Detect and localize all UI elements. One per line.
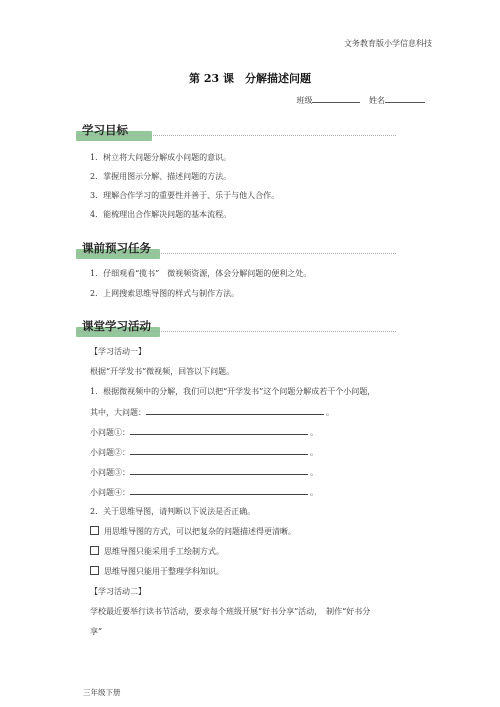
sub-problem-line: 小问题②： 。 (90, 448, 318, 457)
sub-problem-blank[interactable] (130, 486, 308, 495)
check-item: 用思维导图的方式，可以把复杂的问题描述得更清晰。 (90, 526, 296, 537)
sub-problem-blank[interactable] (130, 446, 308, 455)
activity1-heading: 【学习活动一】 (90, 347, 146, 356)
main-problem-blank[interactable] (146, 406, 324, 415)
activity2-text-line2: 享” (90, 627, 103, 636)
preview-item: 2．上网搜索思维导图的样式与制作方法。 (90, 289, 240, 298)
question1-text: 1．根据微视频中的分解，我们可以把“开学发书”这个问题分解成若干个小问题， (90, 387, 376, 396)
checkbox[interactable] (90, 546, 99, 555)
lesson-title: 第 23 课 分解描述问题 (189, 72, 311, 85)
check-item: 思维导图只能用于整理学科知识。 (90, 566, 224, 577)
name-blank[interactable] (385, 94, 425, 103)
activity2-heading: 【学习活动二】 (90, 587, 146, 596)
sub-problem-line: 小问题①： 。 (90, 428, 318, 437)
main-problem-line: 其中，大问题： 。 (90, 408, 334, 417)
sub-problem-line: 小问题③： 。 (90, 468, 318, 477)
grade-footer: 三年级下册 (83, 688, 121, 697)
class-label: 班级 (296, 96, 313, 105)
class-name-line (296, 94, 425, 106)
activity2-text-line1: 学校最近要举行读书节活动，要求每个班级开展“好书分享”活动， 制作“好书分 (90, 607, 371, 616)
section-preview-title: 课前预习任务 (76, 240, 157, 256)
checkbox[interactable] (90, 526, 99, 535)
sub-problem-blank[interactable] (130, 466, 308, 475)
publisher-header: 文务教育版小学信息科技 (344, 39, 432, 48)
section-goals-title: 学习目标 (76, 122, 134, 138)
activity1-intro: 根据“开学发书”微视频，回答以下问题。 (90, 367, 235, 376)
goal-item: 4．能梳理出合作解决问题的基本流程。 (90, 210, 232, 219)
goal-item: 3．理解合作学习的重要性并善于、乐于与他人合作。 (90, 191, 280, 200)
main-problem-label: 其中，大问题： (90, 408, 146, 417)
preview-item: 1．仔细观看“揽书” 微视频资源，体会分解问题的便利之处。 (90, 269, 312, 278)
sub-problem-blank[interactable] (130, 426, 308, 435)
sub-problem-line: 小问题④： 。 (90, 488, 318, 497)
class-blank[interactable] (312, 94, 360, 103)
goal-item: 2．掌握用图示分解、描述问题的方法。 (90, 172, 232, 181)
checkbox[interactable] (90, 566, 99, 575)
question2-text: 2．关于思维导图，请判断以下说法是否正确。 (90, 507, 256, 516)
section-activities-title: 课堂学习活动 (76, 318, 157, 334)
name-label: 姓名 (369, 96, 385, 105)
goal-item: 1．树立将大问题分解成小问题的意识。 (90, 153, 232, 162)
check-item: 思维导图只能采用手工绘制方式。 (90, 546, 224, 557)
